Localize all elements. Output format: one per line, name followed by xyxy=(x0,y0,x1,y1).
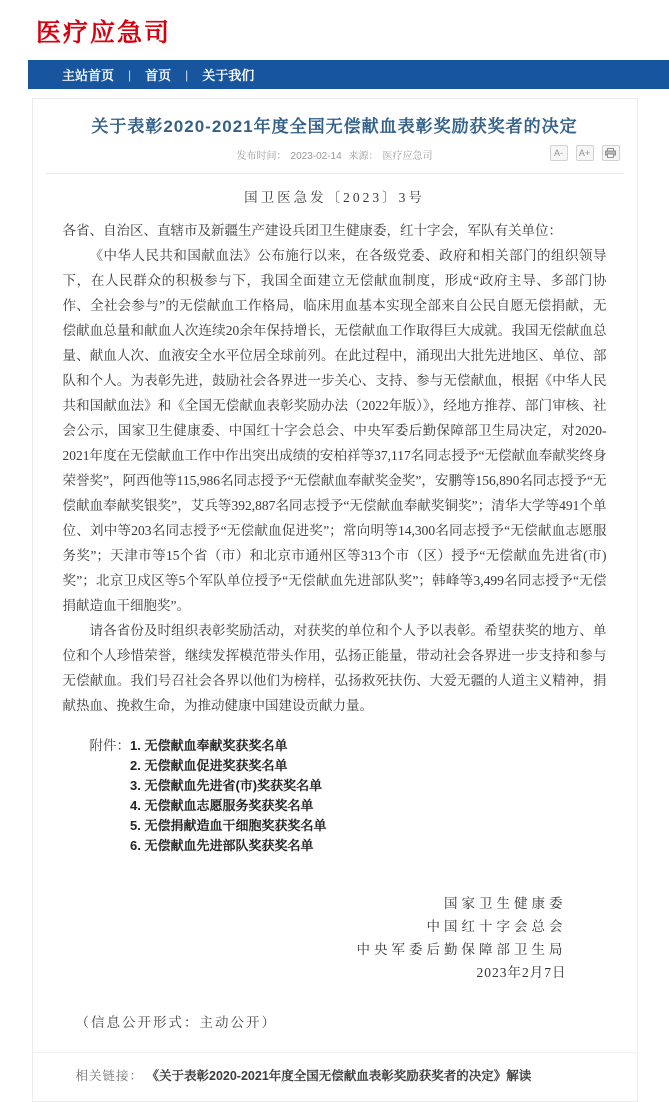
nav-item-about[interactable]: 关于我们 xyxy=(202,68,255,83)
nav-separator: | xyxy=(185,67,189,82)
attachment-link[interactable]: 3. 无偿献血先进省(市)奖获奖名单 xyxy=(130,778,323,793)
attachment-link[interactable]: 2. 无偿献血促进奖获奖名单 xyxy=(130,758,288,773)
attachments-label: 附件： xyxy=(89,738,130,753)
paragraph: 《中华人民共和国献血法》公布施行以来，在各级党委、政府和相关部门的组织领导下，在人民群众的积极参与下，我国全面建立无偿献血制度，形成“政府主导、多部门协作、全社会参与”的无偿献血工作格局，临床用血基本实现全部来自公民自愿无偿捐献，无偿献血总量和献血人次连续20余年保持增长，无偿献血工作取得巨大成就。我国无偿献血总量、献血人次、血液安全水平位居全球前列。在此过程中，涌现出大批先进地区、单位、部队和个人。为表彰先进，鼓励社会各界进一步关心、支持、参与无偿献血，根据《中华人民共和国献血法》和《全国无偿献血表彰奖励办法（2022年版）》，经地方推荐、部门审核、社会公示，国家卫生健康委、中国红十字会总会、中央军委后勤保障部卫生局决定，对2020-2021年度在无偿献血工作中作出突出成绩的安柏祥等37,117名同志授予“无偿献血奉献奖终身荣誉奖”，阿西他等115,986名同志授予“无偿献血奉献奖金奖”，安鹏等156,890名同志授予“无偿献血奉献奖银奖”，艾兵等392,887名同志授予“无偿献血奉献奖铜奖”；清华大学等491个单位、刘中等203名同志授予“无偿献血促进奖”；常向明等14,300名同志授予“无偿献血志愿服务奖”；天津市等15个省（市）和北京市通州区等313个市（区）授予“无偿献血先进省(市)奖”；北京卫戍区等5个军队单位授予“无偿献血先进部队奖”；韩峰等3,499名同志授予“无偿捐献造血干细胞奖”。 xyxy=(62,248,607,613)
disclosure-note: （信息公开形式：主动公开） xyxy=(75,1015,277,1030)
attachment-link[interactable]: 6. 无偿献血先进部队奖获奖名单 xyxy=(130,838,314,853)
site-header xyxy=(0,0,669,89)
nav-item-home[interactable]: 首页 xyxy=(145,68,172,83)
attachment-link[interactable]: 4. 无偿献血志愿服务奖获奖名单 xyxy=(130,798,314,813)
signing-org: 国家卫生健康委 xyxy=(444,896,567,911)
attachment-link[interactable]: 5. 无偿捐献造血干细胞奖获奖名单 xyxy=(130,818,327,833)
print-icon xyxy=(605,148,616,158)
signing-org: 中央军委后勤保障部卫生局 xyxy=(356,942,567,957)
salutation: 各省、自治区、直辖市及新疆生产建设兵团卫生健康委，红十字会，军队有关单位： xyxy=(62,223,562,238)
article-title: 关于表彰2020-2021年度全国无偿献血表彰奖励获奖者的决定 xyxy=(91,117,578,136)
article-toolbar xyxy=(548,145,622,161)
article-body xyxy=(63,218,607,718)
attachments-list xyxy=(130,736,326,856)
meta-divider xyxy=(46,173,624,174)
document-number: 国卫医急发〔2023〕3号 xyxy=(244,190,425,205)
signature-block xyxy=(33,892,637,984)
attachments-section xyxy=(90,736,607,856)
signature-date: 2023年2月7日 xyxy=(476,965,567,980)
nav-separator: | xyxy=(128,67,132,82)
related-link[interactable]: 《关于表彰2020-2021年度全国无偿献血表彰奖励获奖者的决定》解读 xyxy=(146,1069,532,1083)
publish-time-label: 发布时间： xyxy=(236,151,287,162)
main-nav xyxy=(28,60,669,89)
font-increase-button[interactable]: A+ xyxy=(576,145,594,161)
source-value: 医疗应急司 xyxy=(382,151,433,162)
paragraph: 请各省份及时组织表彰奖励活动，对获奖的单位和个人予以表彰。希望获奖的地方、单位和个人珍惜荣誉，继续发挥模范带头作用，弘扬正能量，带动社会各界进一步支持和参与无偿献血。我们号召社会各界以他们为榜样，弘扬救死扶伤、大爱无疆的人道主义精神，捐献热血、挽救生命，为推动健康中国建设贡献力量。 xyxy=(62,623,607,713)
article-container xyxy=(32,98,638,1102)
print-button[interactable] xyxy=(602,145,620,161)
article-meta xyxy=(33,147,637,163)
signing-org: 中国红十字会总会 xyxy=(426,919,567,934)
publish-time-value: 2023-02-14 xyxy=(290,151,342,162)
related-links-section xyxy=(33,1052,637,1099)
font-decrease-button[interactable]: A- xyxy=(550,145,568,161)
nav-item-main-home[interactable]: 主站首页 xyxy=(62,68,115,83)
site-logo[interactable]: 医疗应急司 xyxy=(36,19,172,47)
attachment-link[interactable]: 1. 无偿献血奉献奖获奖名单 xyxy=(130,738,288,753)
source-label: 来源： xyxy=(348,151,379,162)
related-links-label: 相关链接： xyxy=(75,1069,144,1083)
